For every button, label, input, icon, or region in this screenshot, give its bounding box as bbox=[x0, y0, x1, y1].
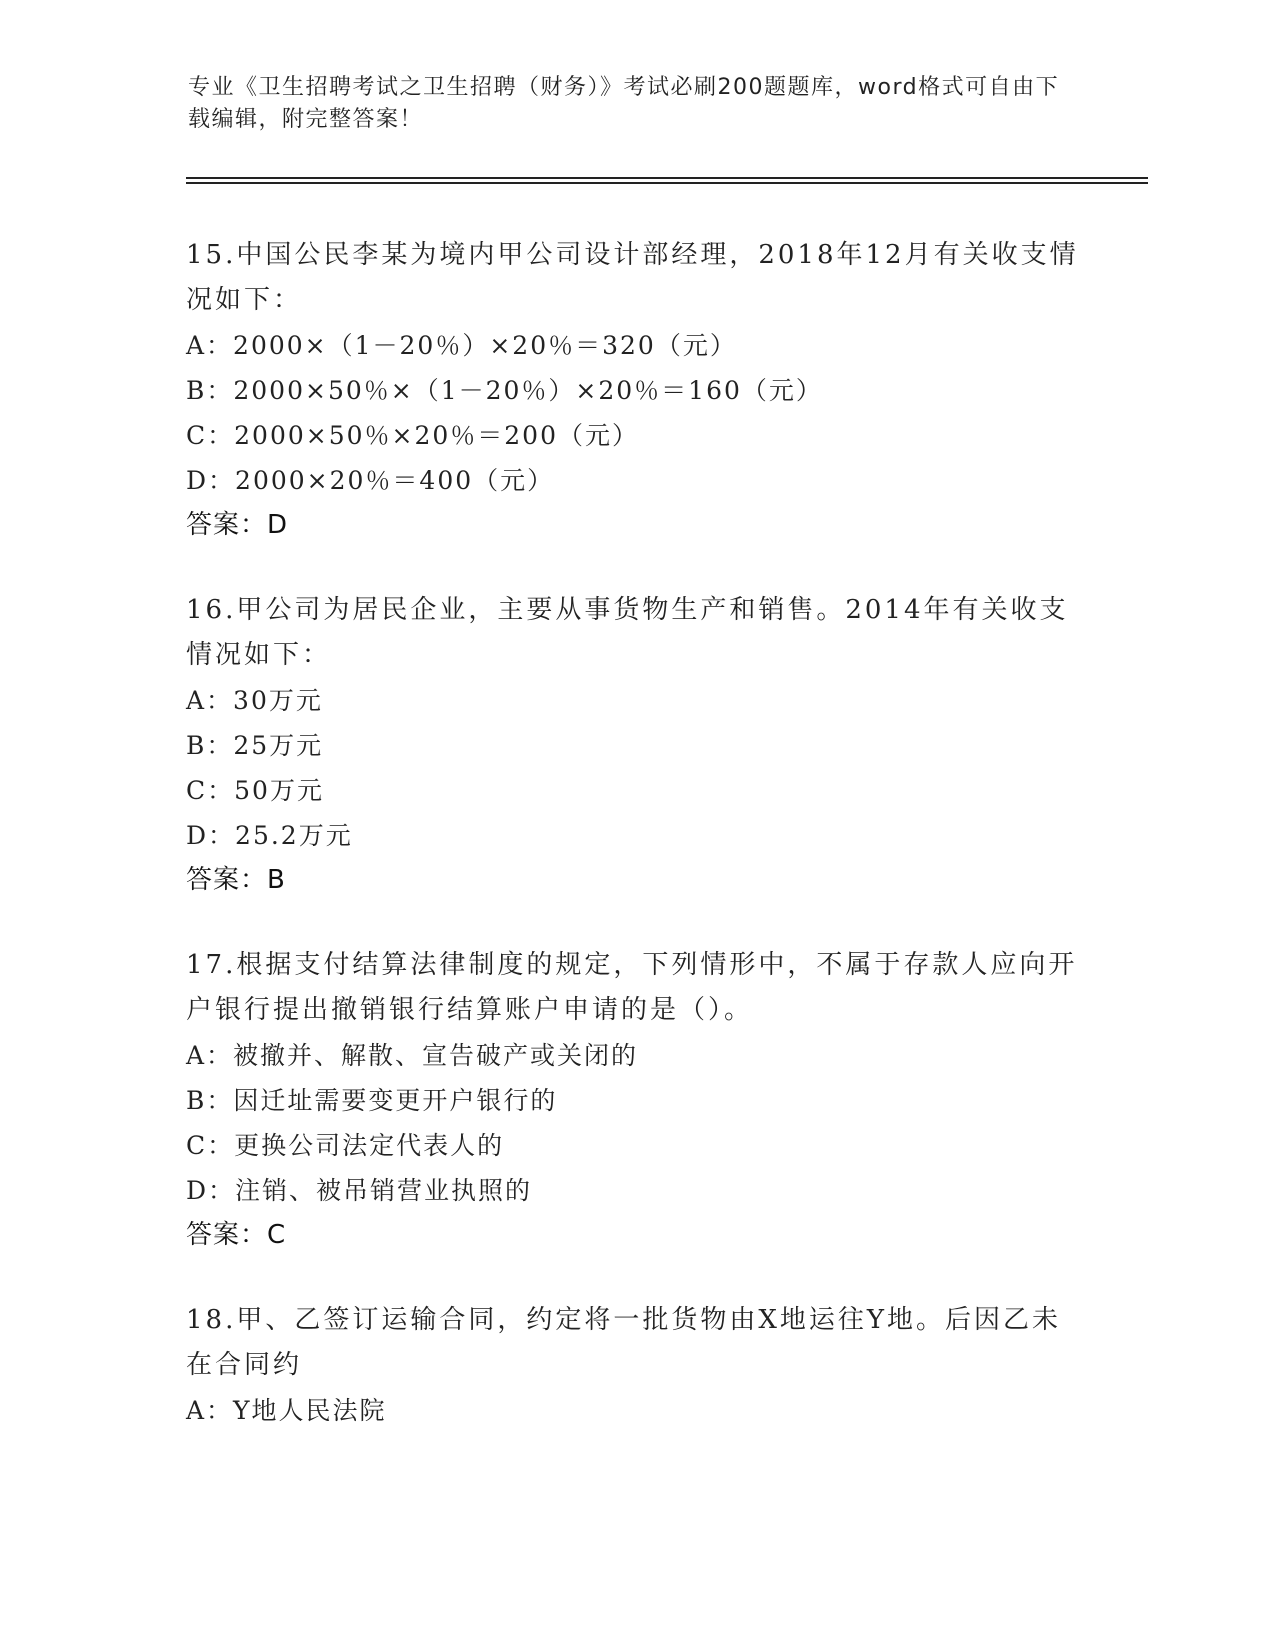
question-18 bbox=[186, 1298, 1086, 1433]
option-c: C：更换公司法定代表人的 bbox=[186, 1131, 505, 1160]
answer-label: 答案：D bbox=[186, 510, 289, 540]
answer-label: 答案：C bbox=[186, 1220, 287, 1250]
option-d: D：2000×20％＝400（元） bbox=[186, 466, 555, 495]
option-d: D：25.2万元 bbox=[186, 821, 353, 850]
option-a: A：Y地人民法院 bbox=[186, 1396, 387, 1425]
header-divider-bottom bbox=[186, 182, 1148, 184]
header-divider-top bbox=[186, 177, 1148, 179]
option-a: A：2000×（1－20％）×20％＝320（元） bbox=[186, 331, 737, 360]
question-15 bbox=[186, 233, 1086, 548]
option-b: B：25万元 bbox=[186, 731, 324, 760]
document-header: 专业《卫生招聘考试之卫生招聘（财务）》考试必刷200题题库，word格式可自由下载编辑，附完整答案！ bbox=[188, 75, 1060, 132]
option-c: C：50万元 bbox=[186, 776, 324, 805]
option-c: C：2000×50％×20％＝200（元） bbox=[186, 421, 639, 450]
question-17 bbox=[186, 943, 1086, 1258]
question-stem: 17.根据支付结算法律制度的规定，下列情形中，不属于存款人应向开户银行提出撤销银行结算账户申请的是（）。 bbox=[186, 950, 1078, 1025]
option-b: B：因迁址需要变更开户银行的 bbox=[186, 1086, 558, 1115]
option-b: B：2000×50％×（1－20％）×20％＝160（元） bbox=[186, 376, 823, 405]
option-a: A：被撤并、解散、宣告破产或关闭的 bbox=[186, 1041, 639, 1070]
option-d: D：注销、被吊销营业执照的 bbox=[186, 1176, 533, 1205]
option-a: A：30万元 bbox=[186, 686, 323, 715]
question-list bbox=[186, 233, 1086, 1473]
question-16 bbox=[186, 588, 1086, 903]
question-stem: 15.中国公民李某为境内甲公司设计部经理，2018年12月有关收支情况如下： bbox=[186, 240, 1079, 315]
answer-label: 答案：B bbox=[186, 865, 286, 895]
question-stem: 16.甲公司为居民企业，主要从事货物生产和销售。2014年有关收支情况如下： bbox=[186, 595, 1069, 670]
question-stem: 18.甲、乙签订运输合同，约定将一批货物由X地运往Y地。后因乙未在合同约 bbox=[186, 1305, 1062, 1380]
